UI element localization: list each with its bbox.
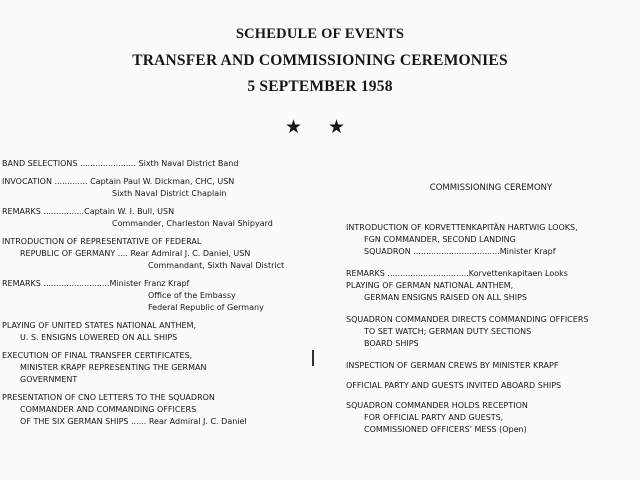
schedule-entry — [2, 278, 312, 314]
schedule-line: REPUBLIC OF GERMANY .... Rear Admiral J. C. Daniel, USN — [20, 249, 251, 258]
schedule-entry — [346, 268, 636, 304]
schedule-line: INSPECTION OF GERMAN CREWS BY MINISTER KRAPF — [346, 361, 559, 370]
left-column — [2, 158, 312, 434]
schedule-line: TO SET WATCH; GERMAN DUTY SECTIONS — [364, 327, 532, 336]
schedule-line: INTRODUCTION OF REPRESENTATIVE OF FEDERAL — [2, 237, 202, 246]
schedule-line: SQUADRON COMMANDER HOLDS RECEPTION — [346, 401, 528, 410]
schedule-entry — [2, 158, 312, 170]
schedule-entry — [2, 350, 312, 386]
schedule-line: Federal Republic of Germany — [148, 303, 264, 312]
schedule-entry — [2, 176, 312, 200]
commissioning-ceremony-heading: COMMISSIONING CEREMONY — [429, 183, 553, 193]
schedule-line: FOR OFFICIAL PARTY AND GUESTS, — [364, 413, 504, 422]
schedule-entry — [346, 314, 636, 350]
schedule-entry — [2, 206, 312, 230]
schedule-line: Commander, Charleston Naval Shipyard — [112, 219, 273, 228]
schedule-line: Sixth Naval District Chaplain — [112, 189, 227, 198]
title-line-3: 5 SEPTEMBER 1958 — [247, 78, 393, 95]
schedule-line: SQUADRON COMMANDER DIRECTS COMMANDING OFFICERS — [346, 315, 589, 324]
schedule-entry — [2, 320, 312, 344]
schedule-line: PLAYING OF GERMAN NATIONAL ANTHEM, — [346, 281, 514, 290]
schedule-line: REMARKS ..........................Minister Franz Krapf — [2, 279, 190, 288]
schedule-entry — [346, 222, 636, 258]
schedule-line: U. S. ENSIGNS LOWERED ON ALL SHIPS — [20, 333, 178, 342]
schedule-line: SQUADRON ..................................Minister Krapf — [364, 247, 556, 256]
schedule-line: OF THE SIX GERMAN SHIPS ...... Rear Admiral J. C. Daniel — [20, 417, 247, 426]
schedule-line: Commandant, Sixth Naval District — [148, 261, 285, 270]
schedule-entry — [2, 236, 312, 272]
schedule-line: GERMAN ENSIGNS RAISED ON ALL SHIPS — [364, 293, 528, 302]
title-line-2: TRANSFER AND COMMISSIONING CEREMONIES — [132, 52, 508, 69]
schedule-line: PRESENTATION OF CNO LETTERS TO THE SQUADRON — [2, 393, 215, 402]
schedule-line: FGN COMMANDER, SECOND LANDING — [364, 235, 516, 244]
star-ornament: ★ ★ — [284, 116, 356, 138]
center-fold-mark — [312, 350, 314, 366]
schedule-line: COMMISSIONED OFFICERS' MESS (Open) — [364, 425, 527, 434]
schedule-line: MINISTER KRAPF REPRESENTING THE GERMAN — [20, 363, 207, 372]
title-line-1: SCHEDULE OF EVENTS — [235, 26, 405, 42]
schedule-line: OFFICIAL PARTY AND GUESTS INVITED ABOARD SHIPS — [346, 381, 562, 390]
schedule-line: REMARKS ................Captain W. I. Bull, USN — [2, 207, 175, 216]
schedule-entry — [346, 400, 636, 436]
schedule-line: GOVERNMENT — [20, 375, 78, 384]
schedule-line: Office of the Embassy — [148, 291, 236, 300]
schedule-line: INTRODUCTION OF KORVETTENKAPITÄN HARTWIG LOOKS, — [346, 223, 578, 232]
schedule-line: REMARKS ................................Korvettenkapitaen Looks — [346, 269, 568, 278]
schedule-entry — [346, 380, 636, 392]
schedule-line: PLAYING OF UNITED STATES NATIONAL ANTHEM, — [2, 321, 197, 330]
schedule-line: COMMANDER AND COMMANDING OFFICERS — [20, 405, 197, 414]
right-column — [346, 158, 636, 444]
schedule-line: INVOCATION ............. Captain Paul W. Dickman, CHC, USN — [2, 177, 235, 186]
schedule-line: BOARD SHIPS — [364, 339, 419, 348]
schedule-line: BAND SELECTIONS ...................... Sixth Naval District Band — [2, 159, 239, 168]
schedule-entry — [346, 360, 636, 372]
schedule-line: EXECUTION OF FINAL TRANSFER CERTIFICATES, — [2, 351, 193, 360]
schedule-entry — [2, 392, 312, 428]
